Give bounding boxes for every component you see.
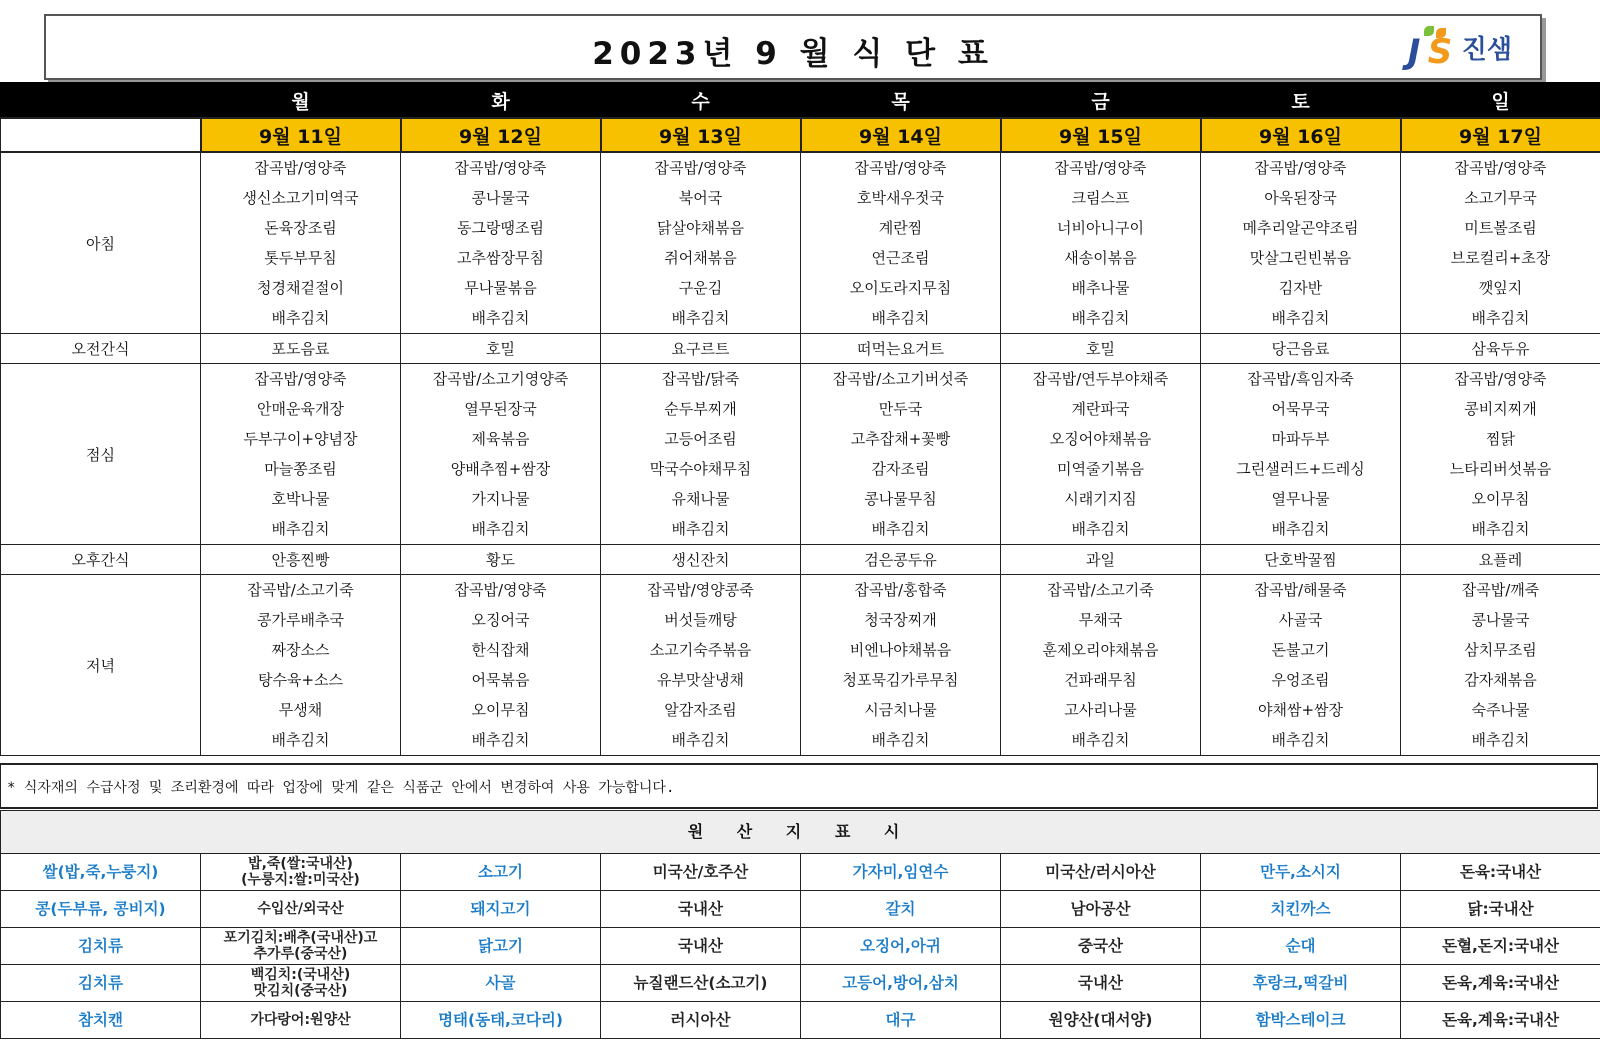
menu-cell xyxy=(201,152,401,334)
menu-item: 북어국 xyxy=(678,189,723,207)
origin-row xyxy=(1,928,1600,965)
menu-cell xyxy=(401,152,601,334)
origin-category: 사골 xyxy=(401,965,601,1002)
date-row xyxy=(1,118,1600,152)
menu-item: 브로컬리+초장 xyxy=(1450,249,1551,267)
menu-item: 배추김치 xyxy=(871,309,930,327)
meal-label-am-snack: 오전간식 xyxy=(1,334,201,364)
menu-item: 탕수육+소스 xyxy=(257,671,344,689)
weekday-header: 일 xyxy=(1401,83,1600,119)
origin-category: 소고기 xyxy=(401,854,601,891)
menu-item: 우엉조림 xyxy=(1271,671,1330,689)
origin-category: 가자미,임연수 xyxy=(801,854,1001,891)
origin-value: 포기김치:배추(국내산)고 추가루(중국산) xyxy=(201,928,401,965)
snack-item: 삼육두유 xyxy=(1401,334,1600,364)
menu-item: 새송이볶음 xyxy=(1064,249,1137,267)
menu-item: 잡곡밥/영양죽 xyxy=(1054,159,1147,177)
menu-item: 두부구이+양념장 xyxy=(243,430,358,448)
menu-item: 소고기숙주볶음 xyxy=(649,641,752,659)
page-title: 2023년 9 월 식 단 표 xyxy=(592,36,994,72)
menu-item: 배추김치 xyxy=(271,731,330,749)
menu-item: 감자조림 xyxy=(871,460,930,478)
menu-item: 배추김치 xyxy=(1471,309,1530,327)
menu-item: 잡곡밥/닭죽 xyxy=(661,370,740,388)
origin-category: 순대 xyxy=(1201,928,1401,965)
menu-item: 무채국 xyxy=(1078,611,1123,629)
origin-category: 김치류 xyxy=(1,928,201,965)
date-header: 9월 15일 xyxy=(1001,118,1201,152)
menu-item: 연근조림 xyxy=(871,249,930,267)
menu-cell xyxy=(201,575,401,756)
menu-item: 오징어야채볶음 xyxy=(1049,430,1152,448)
menu-item: 잡곡밥/깨죽 xyxy=(1461,581,1540,599)
origin-category: 만두,소시지 xyxy=(1201,854,1401,891)
footnote: * 식자재의 수급사정 및 조리환경에 따라 업장에 맞게 같은 식품군 안에서 변경하여 사용 가능합니다. xyxy=(0,763,1598,809)
menu-item: 고추잡채+꽃빵 xyxy=(850,430,951,448)
menu-item: 콩가루배추국 xyxy=(257,611,344,629)
menu-item: 잡곡밥/연두부야채죽 xyxy=(1032,370,1169,388)
menu-item: 배추김치 xyxy=(271,520,330,538)
logo-mark xyxy=(1402,24,1460,70)
snack-item: 과일 xyxy=(1001,545,1201,575)
snack-item: 안흥찐빵 xyxy=(201,545,401,575)
menu-item: 배추김치 xyxy=(1071,731,1130,749)
menu-item: 제육볶음 xyxy=(471,430,530,448)
origin-category: 참치캔 xyxy=(1,1002,201,1039)
menu-item: 사골국 xyxy=(1278,611,1323,629)
menu-cell xyxy=(1001,575,1201,756)
menu-item: 고사리나물 xyxy=(1064,701,1137,719)
menu-table xyxy=(0,82,1600,756)
menu-item: 계란파국 xyxy=(1071,400,1130,418)
menu-cell xyxy=(1001,152,1201,334)
weekday-header: 토 xyxy=(1201,83,1401,119)
weekday-header: 월 xyxy=(201,83,401,119)
menu-item: 호박나물 xyxy=(271,490,330,508)
date-header: 9월 12일 xyxy=(401,118,601,152)
origin-body xyxy=(1,854,1600,1039)
logo-letter-j: J xyxy=(1407,32,1421,72)
origin-category: 닭고기 xyxy=(401,928,601,965)
menu-item: 콩비지찌개 xyxy=(1464,400,1537,418)
menu-item: 유채나물 xyxy=(671,490,730,508)
menu-cell xyxy=(1401,364,1600,545)
menu-item: 배추김치 xyxy=(1271,520,1330,538)
logo xyxy=(1402,24,1512,70)
snack-item: 황도 xyxy=(401,545,601,575)
origin-category: 김치류 xyxy=(1,965,201,1002)
origin-category: 고등어,방어,삼치 xyxy=(801,965,1001,1002)
menu-item: 시래기지짐 xyxy=(1064,490,1137,508)
origin-row xyxy=(1,1002,1600,1039)
menu-item: 아욱된장국 xyxy=(1264,189,1337,207)
menu-item: 배추김치 xyxy=(471,520,530,538)
weekday-row xyxy=(1,83,1600,119)
origin-value: 미국산/호주산 xyxy=(601,854,801,891)
menu-item: 오이무침 xyxy=(1471,490,1530,508)
date-header: 9월 13일 xyxy=(601,118,801,152)
menu-item: 마늘쫑조림 xyxy=(264,460,337,478)
corner-cell xyxy=(1,83,201,119)
origin-row xyxy=(1,854,1600,891)
origin-category: 돼지고기 xyxy=(401,891,601,928)
menu-item: 잡곡밥/영양콩죽 xyxy=(647,581,754,599)
snack-item: 검은콩두유 xyxy=(801,545,1001,575)
lunch-row xyxy=(1,364,1600,545)
menu-item: 잡곡밥/영양죽 xyxy=(654,159,747,177)
menu-item: 잡곡밥/영양죽 xyxy=(1254,159,1347,177)
menu-item: 야채쌈+쌈장 xyxy=(1257,701,1344,719)
origin-category: 명태(동태,코다리) xyxy=(401,1002,601,1039)
menu-item: 크림스프 xyxy=(1071,189,1130,207)
origin-value: 중국산 xyxy=(1001,928,1201,965)
meal-label-lunch: 점심 xyxy=(1,364,201,545)
weekday-header: 수 xyxy=(601,83,801,119)
origin-value: 가다랑어:원양산 xyxy=(201,1002,401,1039)
menu-item: 만두국 xyxy=(878,400,923,418)
snack-item: 떠먹는요거트 xyxy=(801,334,1001,364)
menu-item: 막국수야채무침 xyxy=(649,460,752,478)
menu-item: 무생채 xyxy=(278,701,323,719)
menu-item: 배추김치 xyxy=(1071,520,1130,538)
menu-item: 잡곡밥/소고기죽 xyxy=(1047,581,1154,599)
menu-item: 잡곡밥/소고기영양죽 xyxy=(432,370,569,388)
origin-value: 국내산 xyxy=(601,891,801,928)
menu-item: 잡곡밥/홍합죽 xyxy=(854,581,947,599)
logo-letter-s: S xyxy=(1427,32,1453,72)
menu-item: 안매운육개장 xyxy=(257,400,344,418)
menu-item: 미트볼조림 xyxy=(1464,219,1537,237)
menu-item: 오징어국 xyxy=(471,611,530,629)
menu-item: 배추김치 xyxy=(871,520,930,538)
menu-item: 잡곡밥/영양죽 xyxy=(1454,370,1547,388)
menu-cell xyxy=(601,575,801,756)
menu-item: 감자채볶음 xyxy=(1464,671,1537,689)
menu-item: 비엔나야채볶음 xyxy=(849,641,952,659)
origin-title: 원 산 지 표 시 xyxy=(1,811,1600,854)
date-header: 9월 14일 xyxy=(801,118,1001,152)
menu-cell xyxy=(401,364,601,545)
origin-value: 원양산(대서양) xyxy=(1001,1002,1201,1039)
menu-item: 콩나물무침 xyxy=(864,490,937,508)
menu-item: 배추김치 xyxy=(1471,520,1530,538)
menu-item: 돈불고기 xyxy=(1271,641,1330,659)
menu-item: 유부맛살냉채 xyxy=(657,671,744,689)
menu-item: 톳두부무침 xyxy=(264,249,337,267)
menu-item: 잡곡밥/영양죽 xyxy=(854,159,947,177)
menu-item: 고등어조림 xyxy=(664,430,737,448)
menu-item: 배추김치 xyxy=(1471,731,1530,749)
menu-item: 오이무침 xyxy=(471,701,530,719)
menu-item: 배추나물 xyxy=(1071,279,1130,297)
pm-snack-row xyxy=(1,545,1600,575)
menu-item: 계란찜 xyxy=(878,219,923,237)
menu-item: 열무나물 xyxy=(1271,490,1330,508)
snack-item: 요플레 xyxy=(1401,545,1600,575)
menu-item: 무나물볶음 xyxy=(464,279,537,297)
origin-category: 후랑크,떡갈비 xyxy=(1201,965,1401,1002)
origin-row xyxy=(1,965,1600,1002)
menu-item: 배추김치 xyxy=(671,309,730,327)
origin-category: 오징어,아귀 xyxy=(801,928,1001,965)
snack-item: 단호박꿀찜 xyxy=(1201,545,1401,575)
menu-item: 잡곡밥/영양죽 xyxy=(454,159,547,177)
menu-item: 짜장소스 xyxy=(271,641,330,659)
menu-item: 잡곡밥/영양죽 xyxy=(1454,159,1547,177)
menu-item: 오이도라지무침 xyxy=(849,279,952,297)
menu-item: 배추김치 xyxy=(471,731,530,749)
menu-item: 돈육장조림 xyxy=(264,219,337,237)
menu-item: 김자반 xyxy=(1278,279,1323,297)
meal-label-breakfast: 아침 xyxy=(1,152,201,334)
menu-item: 버섯들깨탕 xyxy=(664,611,737,629)
menu-item: 삼치무조림 xyxy=(1464,641,1537,659)
menu-item: 잡곡밥/소고기죽 xyxy=(247,581,354,599)
am-snack-row xyxy=(1,334,1600,364)
menu-item: 배추김치 xyxy=(1271,309,1330,327)
menu-cell xyxy=(1401,575,1600,756)
dinner-row xyxy=(1,575,1600,756)
menu-item: 메추리알곤약조림 xyxy=(1242,219,1359,237)
menu-item: 호박새우젓국 xyxy=(857,189,944,207)
menu-item: 양배추찜+쌈장 xyxy=(450,460,551,478)
origin-value: 수입산/외국산 xyxy=(201,891,401,928)
breakfast-row xyxy=(1,152,1600,334)
menu-item: 맛살그린빈볶음 xyxy=(1249,249,1352,267)
menu-item: 한식잡채 xyxy=(471,641,530,659)
menu-item: 느타리버섯볶음 xyxy=(1449,460,1552,478)
snack-item: 요구르트 xyxy=(601,334,801,364)
menu-item: 배추김치 xyxy=(671,520,730,538)
origin-category: 치킨까스 xyxy=(1201,891,1401,928)
menu-cell xyxy=(1201,364,1401,545)
snack-item: 포도음료 xyxy=(201,334,401,364)
origin-value: 미국산/러시아산 xyxy=(1001,854,1201,891)
menu-cell xyxy=(601,364,801,545)
origin-category: 쌀(밥,죽,누룽지) xyxy=(1,854,201,891)
menu-cell xyxy=(801,575,1001,756)
menu-item: 청경채겉절이 xyxy=(257,279,344,297)
logo-text: 진샘 xyxy=(1461,34,1512,65)
menu-item: 소고기무국 xyxy=(1464,189,1537,207)
menu-item: 동그랑땡조림 xyxy=(457,219,544,237)
menu-item: 배추김치 xyxy=(471,309,530,327)
menu-item: 건파래무침 xyxy=(1064,671,1137,689)
menu-cell xyxy=(801,152,1001,334)
origin-category: 함박스테이크 xyxy=(1201,1002,1401,1039)
menu-item: 콩나물국 xyxy=(471,189,530,207)
menu-cell xyxy=(1201,575,1401,756)
menu-item: 잡곡밥/흑임자죽 xyxy=(1247,370,1354,388)
menu-item: 미역줄기볶음 xyxy=(1057,460,1144,478)
menu-item: 시금치나물 xyxy=(864,701,937,719)
origin-value: 러시아산 xyxy=(601,1002,801,1039)
menu-item: 잡곡밥/소고기버섯죽 xyxy=(832,370,969,388)
menu-cell xyxy=(1001,364,1201,545)
origin-category: 갈치 xyxy=(801,891,1001,928)
weekday-header: 화 xyxy=(401,83,601,119)
menu-item: 깻잎지 xyxy=(1478,279,1523,297)
origin-category: 콩(두부류, 콩비지) xyxy=(1,891,201,928)
origin-value: 국내산 xyxy=(601,928,801,965)
origin-value: 밥,죽(쌀:국내산) (누룽지:쌀:미국산) xyxy=(201,854,401,891)
meal-label-pm-snack: 오후간식 xyxy=(1,545,201,575)
menu-item: 배추김치 xyxy=(1071,309,1130,327)
menu-item: 닭살야채볶음 xyxy=(657,219,744,237)
origin-value: 돈혈,돈지:국내산 xyxy=(1401,928,1600,965)
menu-item: 청국장찌개 xyxy=(864,611,937,629)
origin-value: 닭:국내산 xyxy=(1401,891,1600,928)
menu-item: 숙주나물 xyxy=(1471,701,1530,719)
menu-cell xyxy=(201,364,401,545)
menu-cell xyxy=(1201,152,1401,334)
date-header: 9월 16일 xyxy=(1201,118,1401,152)
origin-value: 국내산 xyxy=(1001,965,1201,1002)
snack-item: 당근음료 xyxy=(1201,334,1401,364)
menu-item: 잡곡밥/영양죽 xyxy=(454,581,547,599)
origin-value: 돈육,계육:국내산 xyxy=(1401,1002,1600,1039)
menu-item: 고추쌈장무침 xyxy=(457,249,544,267)
menu-item: 열무된장국 xyxy=(464,400,537,418)
menu-cell xyxy=(1401,152,1600,334)
origin-row xyxy=(1,891,1600,928)
origin-value: 백김치:(국내산) 맛김치(중국산) xyxy=(201,965,401,1002)
origin-table xyxy=(0,810,1600,1039)
snack-item: 호밀 xyxy=(1001,334,1201,364)
menu-item: 알감자조림 xyxy=(664,701,737,719)
origin-value: 뉴질랜드산(소고기) xyxy=(601,965,801,1002)
menu-item: 가지나물 xyxy=(471,490,530,508)
menu-item: 마파두부 xyxy=(1271,430,1330,448)
menu-item: 순두부찌개 xyxy=(664,400,737,418)
date-header: 9월 11일 xyxy=(201,118,401,152)
snack-item: 생신잔치 xyxy=(601,545,801,575)
menu-item: 배추김치 xyxy=(871,731,930,749)
snack-item: 호밀 xyxy=(401,334,601,364)
menu-item: 잡곡밥/영양죽 xyxy=(254,370,347,388)
weekday-header: 금 xyxy=(1001,83,1201,119)
title-box xyxy=(44,14,1542,80)
date-header: 9월 17일 xyxy=(1401,118,1600,152)
origin-value: 남아공산 xyxy=(1001,891,1201,928)
menu-item: 너비아니구이 xyxy=(1057,219,1144,237)
menu-item: 그린샐러드+드레싱 xyxy=(1236,460,1365,478)
menu-item: 배추김치 xyxy=(271,309,330,327)
meal-label-dinner: 저녁 xyxy=(1,575,201,756)
menu-cell xyxy=(601,152,801,334)
menu-item: 콩나물국 xyxy=(1471,611,1530,629)
menu-item: 배추김치 xyxy=(671,731,730,749)
menu-cell xyxy=(801,364,1001,545)
menu-item: 구운김 xyxy=(678,279,723,297)
menu-item: 훈제오리야채볶음 xyxy=(1042,641,1159,659)
corner-cell xyxy=(1,118,201,152)
menu-cell xyxy=(401,575,601,756)
origin-value: 돈육,계육:국내산 xyxy=(1401,965,1600,1002)
menu-item: 어묵볶음 xyxy=(471,671,530,689)
menu-item: 생신소고기미역국 xyxy=(242,189,359,207)
weekday-header: 목 xyxy=(801,83,1001,119)
menu-item: 쥐어채볶음 xyxy=(664,249,737,267)
origin-value: 돈육:국내산 xyxy=(1401,854,1600,891)
menu-item: 청포묵김가루무침 xyxy=(842,671,959,689)
menu-item: 잡곡밥/해물죽 xyxy=(1254,581,1347,599)
origin-category: 대구 xyxy=(801,1002,1001,1039)
menu-item: 찜닭 xyxy=(1486,430,1515,448)
menu-item: 배추김치 xyxy=(1271,731,1330,749)
menu-item: 어묵무국 xyxy=(1271,400,1330,418)
menu-item: 잡곡밥/영양죽 xyxy=(254,159,347,177)
